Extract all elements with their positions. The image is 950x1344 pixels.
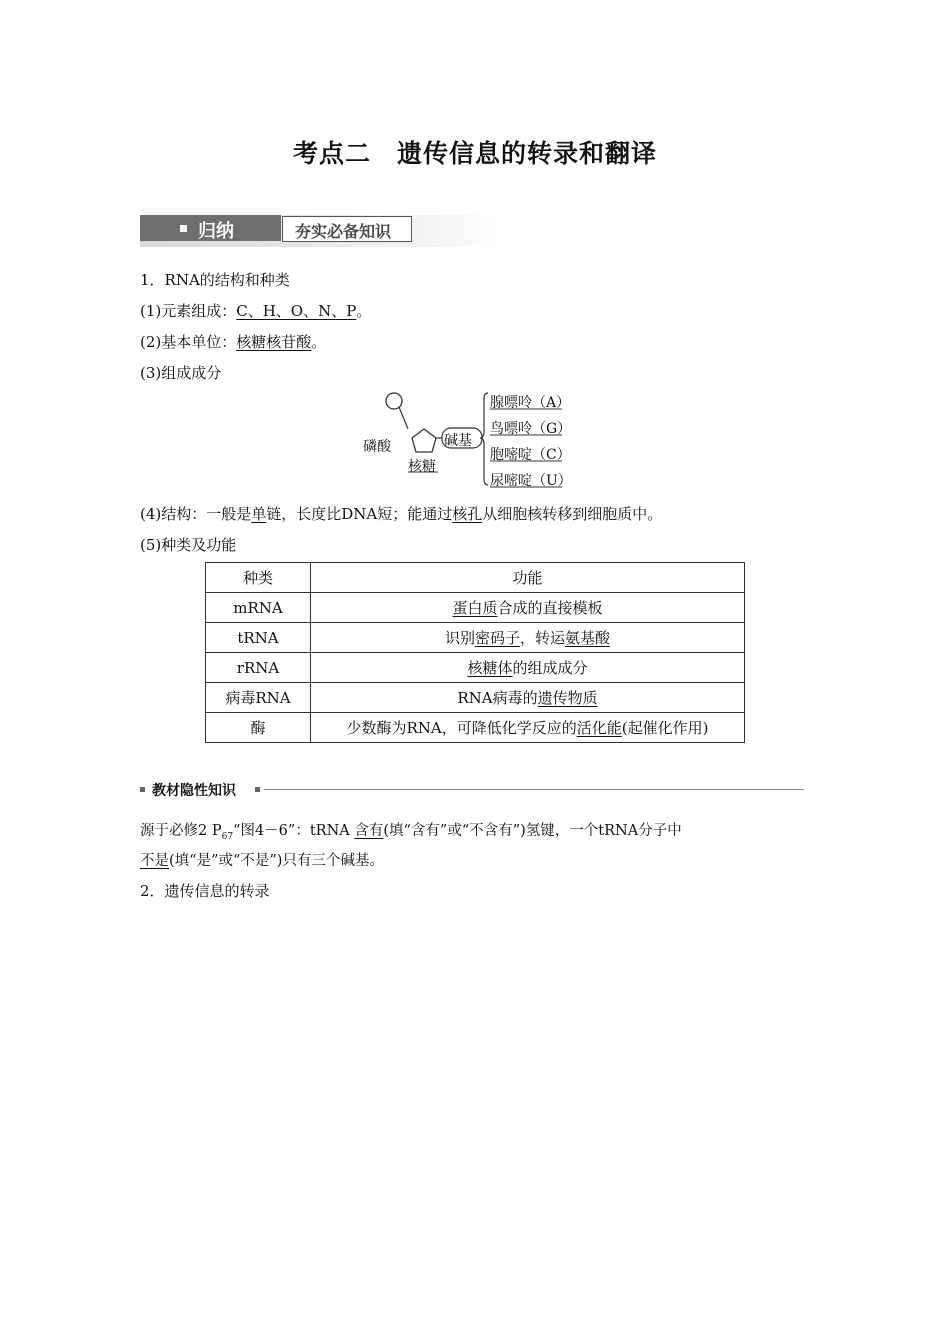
hidden-knowledge-line1: 源于必修2 $P_{67}“$图4－6”：tRNA 含有(填“含有”或“不含有”)氢键，一个tRNA分子中 [140, 823, 682, 842]
square-icon [255, 787, 260, 792]
hidden-knowledge-line2: 不是(填“是”或“不是”)只有三个碱基。 [140, 853, 384, 869]
table-header-row [206, 563, 745, 593]
table-row: 酶 少数酶为RNA，可降低化学反应的活化能(起催化作用) [206, 713, 745, 743]
answer-elements: C、H、O、N、P [236, 302, 357, 320]
phosphate-label: 磷酸 [363, 439, 391, 455]
hidden-knowledge-title: 教材隐性知识 [152, 783, 236, 799]
page-title: 考点二 遗传信息的转录和翻译 [292, 139, 657, 168]
item-elements: (1)元素组成：C、H、O、N、P。 [140, 302, 372, 320]
table-row: 病毒RNA RNA病毒的遗传物质 [206, 683, 745, 713]
square-icon [140, 787, 145, 792]
banner-subtitle-box [282, 216, 412, 242]
banner-tag: 归纳 [198, 221, 234, 242]
table-row: rRNA 核糖体的组成成分 [206, 653, 745, 683]
brace [480, 393, 488, 485]
base-guanine: 鸟嘌呤（G） [490, 421, 572, 437]
item-types: (5)种类及功能 [140, 536, 237, 554]
section1-heading: 1．RNA的结构和种类 [140, 271, 290, 289]
rna-types-table [205, 562, 745, 743]
base-label: 碱基 [444, 433, 472, 449]
base-adenine: 腺嘌呤（A） [490, 395, 571, 411]
phosphate-circle [386, 393, 402, 409]
base-uracil: 尿嘧啶（U） [490, 473, 572, 489]
ribose-label: 核糖 [408, 459, 436, 475]
base-cytosine: 胞嘧啶（C） [490, 447, 571, 463]
header-function: 功能 [311, 563, 745, 593]
banner-subtitle: 夯实必备知识 [295, 222, 392, 241]
square-icon [180, 225, 187, 232]
pentose-pentagon [412, 429, 436, 452]
item-structure: (4)结构：一般是单链，长度比DNA短；能通过核孔从细胞核转移到细胞质中。 [140, 505, 663, 523]
divider [264, 789, 804, 790]
item-components: (3)组成成分 [140, 364, 222, 382]
hidden-knowledge-header [140, 780, 804, 800]
section2-heading: 2．遗传信息的转录 [140, 882, 270, 900]
table-row: mRNA 蛋白质合成的直接模板 [206, 593, 745, 623]
answer-basic-unit: 核糖核苷酸 [236, 333, 312, 351]
section-banner [140, 215, 516, 247]
header-type: 种类 [206, 563, 311, 593]
table-row: tRNA 识别密码子，转运氨基酸 [206, 623, 745, 653]
item-basic-unit: (2)基本单位：核糖核苷酸。 [140, 333, 327, 351]
